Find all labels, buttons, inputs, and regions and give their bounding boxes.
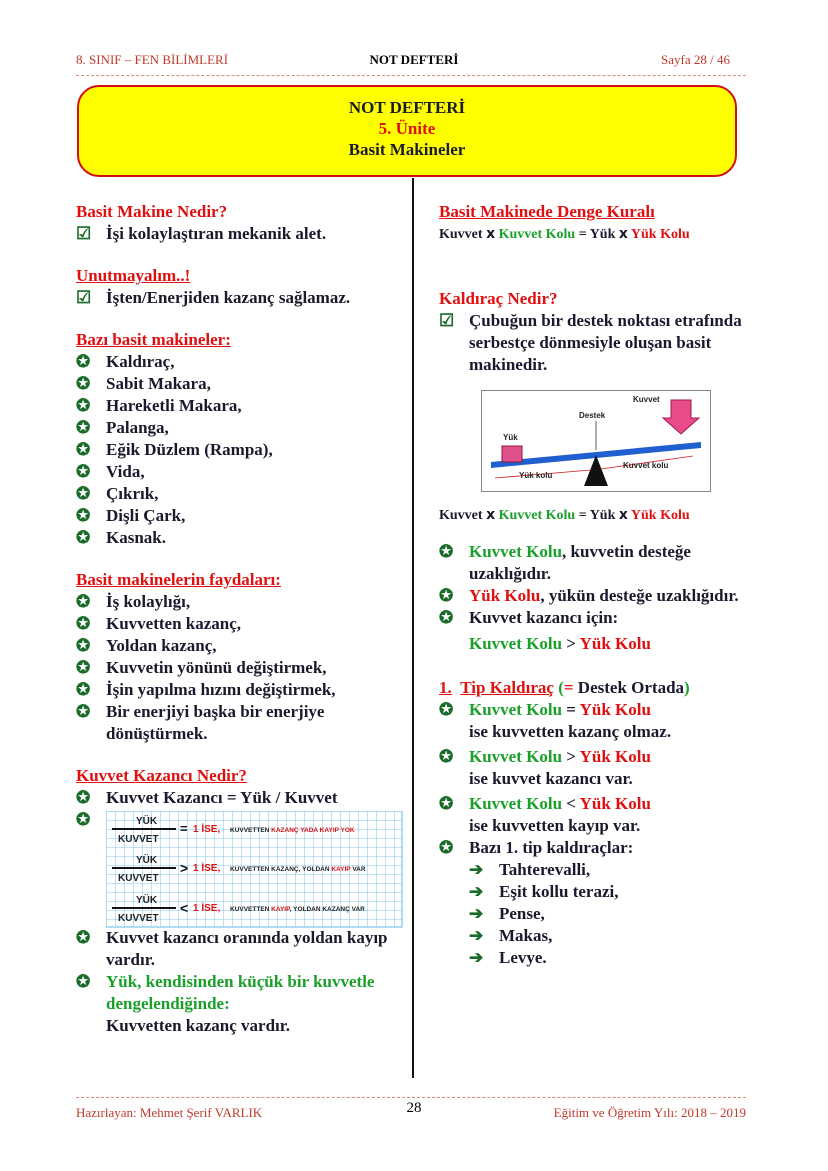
label-yuk: Yük [503,433,518,442]
balance-rule-formula: Kuvvet x Kuvvet Kolu = Yük x Yük Kolu [439,226,690,242]
star-icon: ✪ [76,636,91,655]
star-icon: ✪ [439,747,454,766]
svg-text:YÜK: YÜK [136,816,158,827]
right-arrow-icon: ➔ [469,948,484,967]
list-item: ➔ Tahterevalli, [469,860,591,879]
list-item: ✪ Kuvvet Kolu < Yük Kolu ise kuvvetten kayıp var. [439,794,651,835]
list-item: ✪ Kuvvetten kazanç, [76,614,242,633]
benefits-title: Basit makinelerin faydaları: [76,570,281,589]
gain-formula: ✪ Kuvvet Kazancı = Yük / Kuvvet [76,788,338,807]
what-is-title: Basit Makine Nedir? [76,202,228,221]
star-icon: ✪ [76,592,91,611]
right-arrow-icon: ➔ [469,860,484,879]
list-item: ✪ Kuvvet Kolu > Yük Kolu ise kuvvet kazancı var. [439,747,651,788]
star-icon: ✪ [76,810,91,829]
svg-text:1 İSE,: 1 İSE, [193,863,221,874]
lever-diagram [481,390,711,492]
svg-text:YÜK: YÜK [136,895,158,906]
list-item: ✪ Kuvvet Kolu = Yük Kolu ise kuvvetten kazanç olmaz. [439,700,672,741]
star-icon: ✪ [76,614,91,633]
list-item: ➔ Pense, [469,904,545,923]
page-number: 28 [406,1100,422,1116]
type1-title: 1. Tip Kaldıraç (= Destek Ortada) [439,678,690,697]
label-yuk-kolu: Yük kolu [519,471,553,480]
left-column [76,201,406,1037]
list-item: ✪ İş kolaylığı, [76,592,191,611]
star-icon: ✪ [76,702,91,721]
star-icon: ✪ [76,680,91,699]
right-column [439,201,749,969]
list-item: ✪ Çıkrık, [76,484,159,503]
title-line-1: NOT DEFTERİ [348,98,466,117]
label-destek: Destek [579,411,606,420]
svg-text:1 İSE,: 1 İSE, [193,824,221,835]
star-icon: ✪ [76,396,91,415]
machines-list [76,351,406,549]
list-item: ✪ İşin yapılma hızını değiştirmek, [76,680,336,699]
list-item: ✪ Kasnak. [76,528,166,547]
right-arrow-icon: ➔ [469,926,484,945]
header-page: Sayfa 28 / 46 [661,52,730,67]
ratio-item: ✪ Kuvvet kazancı oranında yoldan kayıp vardır. [76,928,388,969]
lever-item: ☑ Çubuğun bir destek noktası etrafında serbestçe dönmesiyle oluşan basit makinedir. [439,311,742,374]
star-icon: ✪ [76,928,91,947]
star-icon: ✪ [76,658,91,677]
star-icon: ✪ [76,462,91,481]
remember-item: ☑ İşten/Enerjiden kazanç sağlamaz. [76,288,351,307]
label-kuvvet: Kuvvet [633,395,660,404]
svg-text:KUVVETTEN KAZANÇ, YOLDAN KAYIP: KUVVETTEN KAZANÇ, YOLDAN KAYIP VAR [230,866,366,873]
list-item: ✪ Eğik Düzlem (Rampa), [76,440,273,459]
star-icon: ✪ [439,838,454,857]
header-subject: 8. SINIF – FEN BİLİMLERİ [76,52,229,67]
load-box [502,446,522,462]
check-icon: ☑ [439,311,455,330]
svg-text:YÜK: YÜK [136,855,158,866]
right-arrow-icon: ➔ [469,904,484,923]
title-line-3: Basit Makineler [348,140,466,159]
arm-definitions [439,541,749,659]
star-icon: ✪ [76,484,91,503]
list-item: ➔ Levye. [469,948,547,967]
star-icon: ✪ [76,418,91,437]
svg-text:KUVVETTEN KAZANÇ YADA KAYIP YO: KUVVETTEN KAZANÇ YADA KAYIP YOK [230,827,355,834]
star-icon: ✪ [76,440,91,459]
svg-text:1 İSE,: 1 İSE, [193,903,221,914]
check-icon: ☑ [76,288,92,307]
header-title: NOT DEFTERİ [369,52,459,67]
star-icon: ✪ [439,700,454,719]
gain-ratio-grid [106,811,406,929]
list-item: ✪ Kuvvet Kolu, kuvvetin desteğe uzaklığıdır. [439,542,691,583]
list-item: ✪ Palanga, [76,418,169,437]
list-item: ✪ Vida, [76,462,145,481]
right-arrow-icon: ➔ [469,882,484,901]
lever-title: Kaldıraç Nedir? [439,289,558,308]
list-item: ➔ Eşit kollu terazi, [469,882,619,901]
star-icon: ✪ [439,608,454,627]
list-item: ✪ Yoldan kazanç, [76,636,217,655]
star-icon: ✪ [76,972,91,991]
svg-text:>: > [180,860,189,876]
star-icon: ✪ [76,788,91,807]
gain-grid-item [76,809,406,927]
header-divider [76,75,746,76]
list-item: ✪ Bazı 1. tip kaldıraçlar: [439,838,634,857]
star-icon: ✪ [76,374,91,393]
svg-text:KUVVETTEN KAYIP, YOLDAN KAZANÇ: KUVVETTEN KAYIP, YOLDAN KAZANÇ VAR [230,906,365,913]
star-icon: ✪ [439,794,454,813]
type1-list [439,699,749,859]
star-icon: ✪ [439,542,454,561]
check-icon: ☑ [76,224,92,243]
balance-rule-title: Basit Makinede Denge Kuralı [439,202,655,221]
machines-title: Bazı basit makineler: [76,330,231,349]
svg-text:KUVVET: KUVVET [118,913,159,924]
title-line-2: 5. Ünite [378,119,436,138]
footer-author: Hazırlayan: Mehmet Şerif VARLIK [76,1105,263,1120]
list-item: ✪ Bir enerjiyi başka bir enerjiye dönüştürmek. [76,702,325,743]
svg-text:KUVVET: KUVVET [118,834,159,845]
column-divider [412,178,414,1078]
list-item: ✪ Kaldıraç, [76,352,175,371]
svg-text:KUVVET: KUVVET [118,873,159,884]
balance-item: ✪ Yük, kendisinden küçük bir kuvvetle dengelendiğinde: Kuvvetten kazanç vardır. [76,972,375,1035]
balance-rule-formula-repeat: Kuvvet x Kuvvet Kolu = Yük x Yük Kolu [439,507,690,523]
remember-title: Unutmayalım..! [76,266,191,285]
footer-divider [76,1097,746,1098]
title-box [77,85,737,177]
footer-year: Eğitim ve Öğretim Yılı: 2018 – 2019 [553,1105,746,1120]
star-icon: ✪ [76,352,91,371]
list-item: ✪ Kuvvetin yönünü değiştirmek, [76,658,327,677]
gain-title: Kuvvet Kazancı Nedir? [76,766,247,785]
star-icon: ✪ [76,506,91,525]
star-icon: ✪ [76,528,91,547]
examples-list [439,859,749,969]
list-item: ➔ Makas, [469,926,553,945]
list-item: ✪ Dişli Çark, [76,506,186,525]
svg-text:<: < [180,900,189,916]
benefits-list [76,591,406,745]
list-item: ✪ Hareketli Makara, [76,396,242,415]
what-is-item: ☑ İşi kolaylaştıran mekanik alet. [76,224,327,243]
list-item: ✪ Yük Kolu, yükün desteğe uzaklığıdır. [439,586,739,605]
svg-text:=: = [180,821,188,836]
star-icon: ✪ [439,586,454,605]
list-item: ✪ Sabit Makara, [76,374,211,393]
list-item: ✪ Kuvvet kazancı için: Kuvvet Kolu > Yük Kolu [439,608,651,653]
label-kuvvet-kolu: Kuvvet kolu [623,461,669,470]
